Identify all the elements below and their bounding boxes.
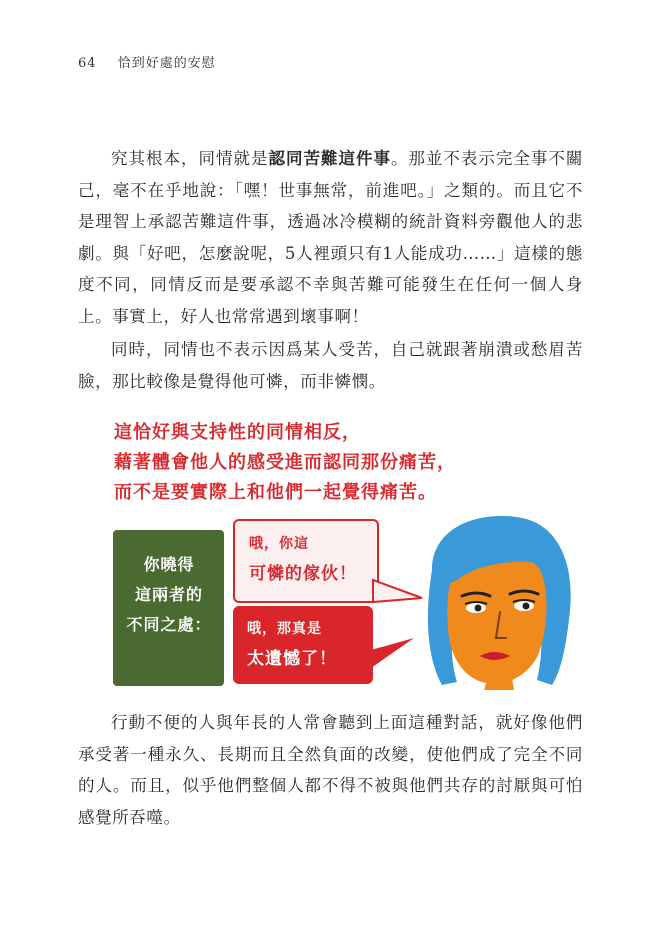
illustration xyxy=(100,418,580,690)
illustration-caption xyxy=(114,418,574,508)
paragraph-1-emphasis: 認同苦難這件事 xyxy=(268,149,391,168)
question-line: 這兩者的 xyxy=(134,585,203,604)
pity-line-1: 哦，你這 xyxy=(249,536,309,552)
sympathy-bubble-tail xyxy=(371,638,414,668)
right-pupil xyxy=(523,603,530,610)
paragraph-1 xyxy=(78,143,583,332)
left-pupil xyxy=(475,605,482,612)
pity-bubble-text xyxy=(249,529,357,589)
pity-bubble-tail xyxy=(373,580,422,602)
page-number: 64 xyxy=(78,56,97,71)
question-line: 你曉得 xyxy=(143,555,195,574)
sympathy-line-2: 太遺憾了！ xyxy=(247,649,337,669)
page-header xyxy=(78,52,216,71)
sympathy-bubble-text xyxy=(247,614,337,674)
woman-face-icon xyxy=(362,510,580,690)
question-box xyxy=(113,530,224,686)
book-title: 恰到好處的安慰 xyxy=(117,56,216,71)
sympathy-speech-bubble xyxy=(233,606,373,684)
caption-line: 這恰好與支持性的同情相反， xyxy=(114,422,361,443)
question-box-text xyxy=(119,550,219,640)
pity-speech-bubble xyxy=(233,519,379,603)
paragraph-1-rest: 。那並不表示完全事不關己，毫不在乎地說：「嘿！世事無常，前進吧。」之類的。而且它不是理智上承認苦難這件事，透過冰冷模糊的統計資料旁觀他人的悲劇。與「好吧，怎麼說呢，5人裡頭只有1人能成功……」這樣的態度不同，同情反而是要承認不幸與苦難可能發生在任何一個人身上。事實上，好人也常常遇到壞事啊！ xyxy=(78,149,583,326)
paragraph-2: 同時，同情也不表示因爲某人受苦，自己就跟著崩潰或愁眉苦臉，那比較像是覺得他可憐，而非憐憫。 xyxy=(78,340,583,391)
caption-line: 而不是要實際上和他們一起覺得痛苦。 xyxy=(114,482,437,503)
pity-line-2: 可憐的傢伙！ xyxy=(249,564,357,584)
paragraph-1-start: 究其根本，同情就是 xyxy=(111,149,269,168)
caption-line: 藉著體會他人的感受進而認同那份痛苦， xyxy=(114,452,456,473)
sympathy-line-1: 哦，那真是 xyxy=(247,621,322,637)
question-line: 不同之處： xyxy=(126,615,212,634)
paragraph-3: 行動不便的人與年長的人常會聽到上面這種對話，就好像他們承受著一種永久、長期而且全然負面的改變，使他們成了完全不同的人。而且，似乎他們整個人都不得不被與他們共存的討厭與可怕感覺所吞噬。 xyxy=(78,713,583,827)
